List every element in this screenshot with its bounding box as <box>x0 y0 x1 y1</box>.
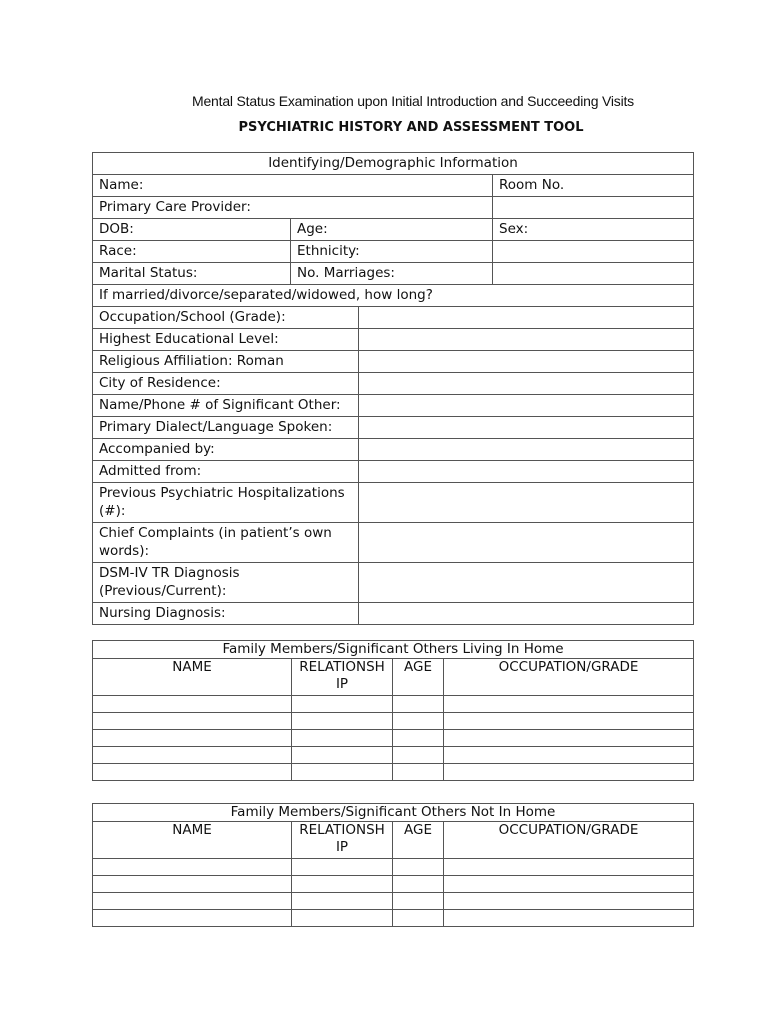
form-subtitle: Mental Status Examination upon Initial Introduction and Succeeding Visits <box>192 93 634 109</box>
language-label: Primary Dialect/Language Spoken: <box>93 417 359 439</box>
significant-other-label: Name/Phone # of Significant Other: <box>93 395 359 417</box>
name-cell[interactable] <box>93 876 292 893</box>
provider-extra-cell[interactable] <box>493 197 694 219</box>
occupation-cell[interactable] <box>444 696 694 713</box>
table-row <box>93 696 694 713</box>
hospitalizations-input[interactable] <box>359 483 694 523</box>
age-cell[interactable] <box>393 713 444 730</box>
col-relationship: RELATIONSH IP <box>292 822 393 859</box>
col-occupation: OCCUPATION/GRADE <box>444 659 694 696</box>
family-in-home-table <box>92 640 694 781</box>
table-row <box>93 893 694 910</box>
col-name: NAME <box>93 822 292 859</box>
hospitalizations-label: Previous Psychiatric Hospitalizations (#): <box>93 483 359 523</box>
table-row <box>93 713 694 730</box>
table-row <box>93 747 694 764</box>
residence-input[interactable] <box>359 373 694 395</box>
col-age: AGE <box>393 822 444 859</box>
relationship-cell[interactable] <box>292 910 393 927</box>
dob-field[interactable]: DOB: <box>93 219 291 241</box>
col-occupation: OCCUPATION/GRADE <box>444 822 694 859</box>
occupation-cell[interactable] <box>444 747 694 764</box>
marital-extra-cell[interactable] <box>493 263 694 285</box>
chief-complaints-input[interactable] <box>359 523 694 563</box>
race-field[interactable]: Race: <box>93 241 291 263</box>
age-cell[interactable] <box>393 696 444 713</box>
demographic-heading: Identifying/Demographic Information <box>93 153 694 175</box>
age-cell[interactable] <box>393 893 444 910</box>
name-cell[interactable] <box>93 696 292 713</box>
diagnosis-input[interactable] <box>359 563 694 603</box>
name-cell[interactable] <box>93 730 292 747</box>
education-input[interactable] <box>359 329 694 351</box>
admitted-input[interactable] <box>359 461 694 483</box>
relationship-cell[interactable] <box>292 730 393 747</box>
ethnicity-field[interactable]: Ethnicity: <box>291 241 493 263</box>
table-row <box>93 859 694 876</box>
room-field[interactable]: Room No. <box>493 175 694 197</box>
admitted-label: Admitted from: <box>93 461 359 483</box>
nursing-diagnosis-input[interactable] <box>359 603 694 625</box>
provider-field[interactable]: Primary Care Provider: <box>93 197 493 219</box>
table-row <box>93 876 694 893</box>
occupation-cell[interactable] <box>444 859 694 876</box>
name-cell[interactable] <box>93 713 292 730</box>
accompanied-label: Accompanied by: <box>93 439 359 461</box>
language-input[interactable] <box>359 417 694 439</box>
age-cell[interactable] <box>393 747 444 764</box>
occupation-cell[interactable] <box>444 764 694 781</box>
relationship-cell[interactable] <box>292 764 393 781</box>
race-extra-cell[interactable] <box>493 241 694 263</box>
relationship-cell[interactable] <box>292 747 393 764</box>
nursing-diagnosis-label: Nursing Diagnosis: <box>93 603 359 625</box>
age-cell[interactable] <box>393 876 444 893</box>
occupation-label: Occupation/School (Grade): <box>93 307 359 329</box>
family-not-in-home-heading: Family Members/Significant Others Not In Home <box>93 804 694 822</box>
diagnosis-label: DSM-IV TR Diagnosis (Previous/Current): <box>93 563 359 603</box>
age-cell[interactable] <box>393 764 444 781</box>
occupation-cell[interactable] <box>444 893 694 910</box>
name-cell[interactable] <box>93 893 292 910</box>
age-cell[interactable] <box>393 910 444 927</box>
relationship-cell[interactable] <box>292 893 393 910</box>
age-cell[interactable] <box>393 859 444 876</box>
relationship-cell[interactable] <box>292 859 393 876</box>
occupation-input[interactable] <box>359 307 694 329</box>
sex-field[interactable]: Sex: <box>493 219 694 241</box>
table-row <box>93 730 694 747</box>
col-name: NAME <box>93 659 292 696</box>
form-title: PSYCHIATRIC HISTORY AND ASSESSMENT TOOL <box>238 120 584 135</box>
family-in-home-heading: Family Members/Significant Others Living In Home <box>93 641 694 659</box>
age-cell[interactable] <box>393 730 444 747</box>
occupation-cell[interactable] <box>444 876 694 893</box>
relationship-cell[interactable] <box>292 696 393 713</box>
relationship-cell[interactable] <box>292 876 393 893</box>
residence-label: City of Residence: <box>93 373 359 395</box>
name-cell[interactable] <box>93 859 292 876</box>
age-field[interactable]: Age: <box>291 219 493 241</box>
family-not-in-home-table <box>92 803 694 927</box>
religion-label: Religious Affiliation: Roman <box>93 351 359 373</box>
marriages-field[interactable]: No. Marriages: <box>291 263 493 285</box>
significant-other-input[interactable] <box>359 395 694 417</box>
table-row <box>93 764 694 781</box>
occupation-cell[interactable] <box>444 730 694 747</box>
religion-input[interactable] <box>359 351 694 373</box>
marital-status-field[interactable]: Marital Status: <box>93 263 291 285</box>
col-relationship: RELATIONSH IP <box>292 659 393 696</box>
name-field[interactable]: Name: <box>93 175 493 197</box>
marriage-duration-field[interactable]: If married/divorce/separated/widowed, how long? <box>93 285 694 307</box>
education-label: Highest Educational Level: <box>93 329 359 351</box>
name-cell[interactable] <box>93 910 292 927</box>
accompanied-input[interactable] <box>359 439 694 461</box>
demographic-table <box>92 152 694 625</box>
table-row <box>93 910 694 927</box>
col-age: AGE <box>393 659 444 696</box>
relationship-cell[interactable] <box>292 713 393 730</box>
name-cell[interactable] <box>93 764 292 781</box>
occupation-cell[interactable] <box>444 713 694 730</box>
name-cell[interactable] <box>93 747 292 764</box>
chief-complaints-label: Chief Complaints (in patient’s own words): <box>93 523 359 563</box>
occupation-cell[interactable] <box>444 910 694 927</box>
